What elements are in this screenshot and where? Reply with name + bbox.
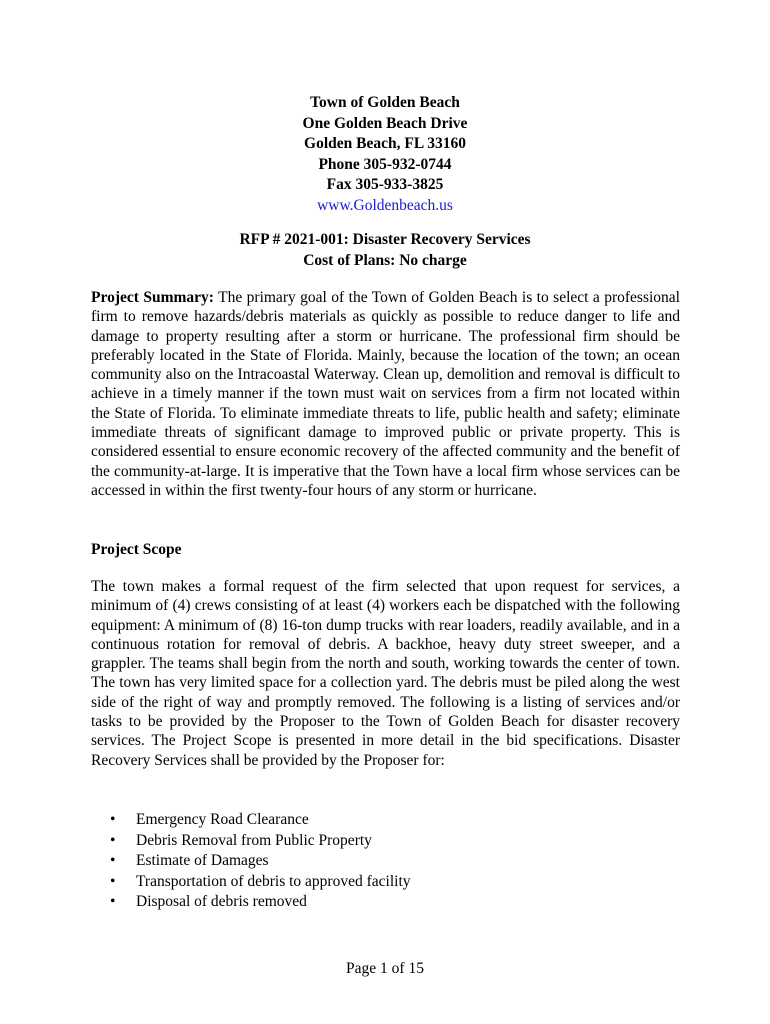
services-list xyxy=(110,810,411,913)
project-summary-label: Project Summary: xyxy=(91,289,214,306)
letterhead xyxy=(0,93,770,216)
list-item: • Transportation of debris to approved facility xyxy=(110,872,411,893)
project-summary-text: The primary goal of the Town of Golden Beach is to select a professional firm to remove hazards/debris materials as quickly as possible to reduce danger to life and damage to property resulting after a storm or hurricane. The professional firm should be preferably located in the State of Florida. Mainly, because the location of the town; an ocean community also on the Intracoastal Waterway. Clean up, demolition and removal is difficult to achieve in a timely manner if the town must wait on services from a firm not located within the State of Florida. To eliminate immediate threats to life, public health and safety; eliminate immediate threats of significant damage to improved public or private property. This is considered essential to ensure economic recovery of the affected community and the benefit of the community-at-large. It is imperative that the Town have a local firm whose services can be accessed in within the first twenty-four hours of any storm or hurricane. xyxy=(91,289,680,499)
project-summary-paragraph xyxy=(91,288,680,500)
cost-of-plans: Cost of Plans: No charge xyxy=(303,251,467,269)
website-link[interactable]: www.Goldenbeach.us xyxy=(317,196,453,214)
project-scope-heading: Project Scope xyxy=(91,541,182,558)
street-address: One Golden Beach Drive xyxy=(302,114,468,132)
project-scope-paragraph: The town makes a formal request of the firm selected that upon request for services, a minimum of (4) crews consisting of at least (4) workers each be dispatched with the following equipment: A minimum of (8) 16-ton dump trucks with rear loaders, readily available, and in a continuous rotation for removal of debris. A backhoe, heavy duty street sweeper, and a grappler. The teams shall begin from the north and south, working towards the center of town. The town has very limited space for a collection yard. The debris must be piled along the west side of the right of way and promptly removed. The following is a listing of services and/or tasks to be provided by the Proposer to the Town of Golden Beach for disaster recovery services. The Project Scope is presented in more detail in the bid specifications. Disaster Recovery Services shall be provided by the Proposer for: xyxy=(91,578,680,769)
page-number: Page 1 of 15 xyxy=(346,960,424,977)
rfp-title: RFP # 2021-001: Disaster Recovery Services xyxy=(239,231,531,248)
list-item: • Debris Removal from Public Property xyxy=(110,831,411,852)
list-item: • Estimate of Damages xyxy=(110,851,411,872)
rfp-title-block xyxy=(0,230,770,271)
fax-number: Fax 305-933-3825 xyxy=(326,176,444,193)
list-item: • Disposal of debris removed xyxy=(110,892,411,913)
phone-number: Phone 305-932-0744 xyxy=(318,155,452,173)
org-name: Town of Golden Beach xyxy=(310,94,460,111)
city-address: Golden Beach, FL 33160 xyxy=(304,135,466,152)
list-item: • Emergency Road Clearance xyxy=(110,810,411,831)
